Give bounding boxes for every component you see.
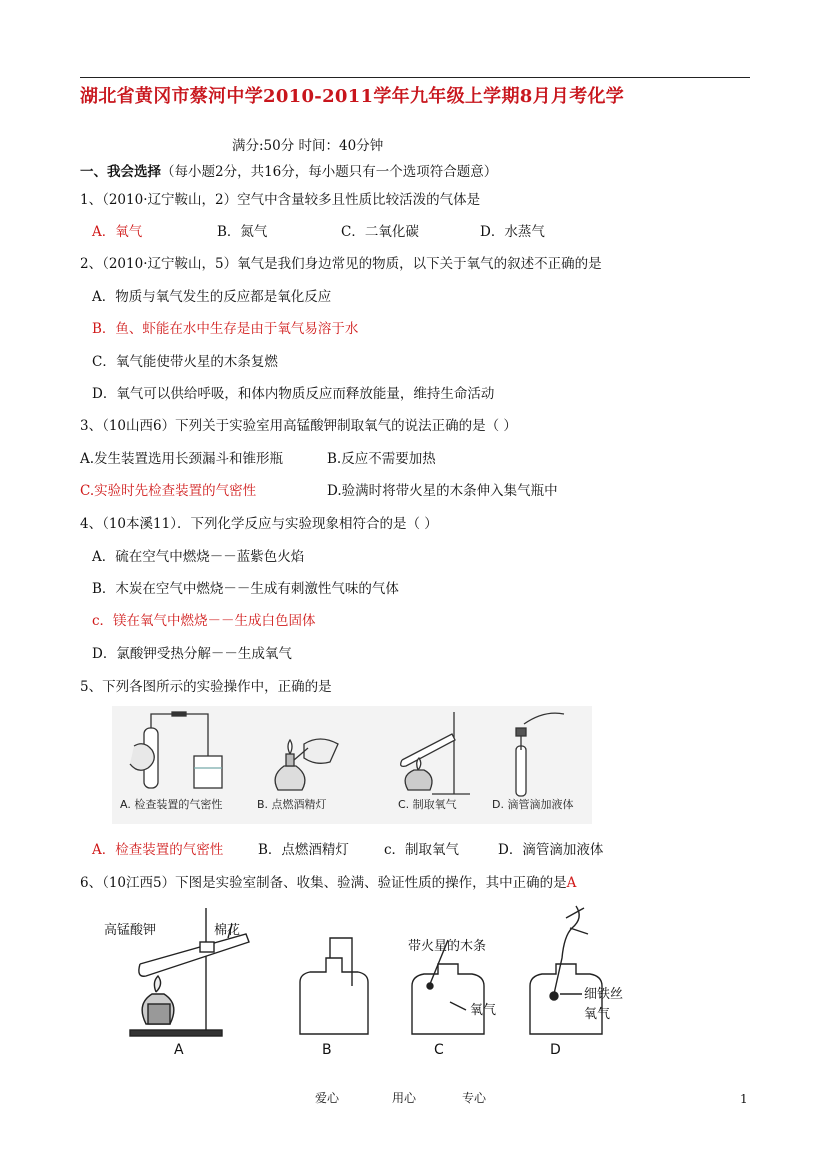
q4-option-b: B．木炭在空气中燃烧－－生成有刺激性气味的气体 — [92, 581, 399, 597]
fig6-c-test — [412, 940, 484, 1034]
q1-option-b: B．氮气 — [217, 224, 268, 240]
q3-option-a: A.发生装置选用长颈漏斗和锥形瓶 — [80, 451, 284, 467]
fig6-caption-b: B — [322, 1042, 332, 1058]
fig6-label-splint: 带火星的木条 — [408, 939, 487, 954]
q5-option-a: A．检查装置的气密性 — [92, 842, 224, 858]
q1-option-d: D．水蒸气 — [480, 224, 545, 240]
q2-option-a: A．物质与氧气发生的反应都是氧化反应 — [92, 289, 332, 305]
fig-cap-b: B. 点燃酒精灯 — [257, 798, 327, 811]
fig-cap-a: A. 检查装置的气密性 — [120, 798, 223, 811]
fig6-b-bottle — [300, 938, 368, 1034]
q2-option-c: C．氧气能使带火星的木条复燃 — [92, 354, 278, 370]
q4-stem: 4、（10本溪11）．下列化学反应与实验现象相符合的是（ ） — [80, 516, 438, 532]
q5-stem: 5、下列各图所示的实验操作中，正确的是 — [80, 679, 332, 695]
q1-stem: 1、（2010·辽宁鞍山，2）空气中含量较多且性质比较活泼的气体是 — [80, 192, 481, 208]
q5-figure — [112, 706, 592, 824]
fig-cap-d: D. 滴管滴加液体 — [492, 798, 574, 811]
q4-option-a: A．硫在空气中燃烧－－蓝紫色火焰 — [92, 549, 305, 565]
footer-left: 爱心 — [315, 1091, 340, 1105]
q2-option-b: B．鱼、虾能在水中生存是由于氧气易溶于水 — [92, 321, 359, 337]
q6-figure — [100, 898, 660, 1058]
section-heading — [80, 160, 497, 180]
fig6-label-cotton: 棉花 — [214, 923, 241, 938]
q1-option-a: A．氧气 — [92, 224, 143, 240]
score-time: 满分:50分 时间：40分钟 — [232, 138, 384, 154]
q6-stem — [80, 871, 576, 891]
fig6-label-iron-wire: 细铁丝 — [584, 987, 624, 1002]
section-note: （每小题2分，共16分，每小题只有一个选项符合题意） — [161, 164, 498, 180]
q3-option-d: D.验满时将带火星的木条伸入集气瓶中 — [327, 483, 558, 499]
page-number: 1 — [740, 1092, 748, 1106]
q4-option-d: D．氯酸钾受热分解－－生成氧气 — [92, 646, 292, 662]
q5-option-d: D．滴管滴加液体 — [498, 842, 604, 858]
q3-option-b: B.反应不需要加热 — [327, 451, 436, 467]
section-title: 一、我会选择 — [80, 164, 161, 180]
fig6-caption-d: D — [550, 1042, 561, 1058]
q5-option-c: c．制取氧气 — [384, 842, 460, 858]
q1-option-c: C．二氧化碳 — [341, 224, 419, 240]
footer-right: 专心 — [462, 1091, 487, 1105]
q5-option-b: B．点燃酒精灯 — [258, 842, 349, 858]
page-title: 湖北省黄冈市蔡河中学2010-2011学年九年级上学期8月月考化学 — [80, 86, 625, 107]
q6-stem-text: 6、（10江西5）下图是实验室制备、收集、验满、验证性质的操作，其中正确的是 — [80, 875, 567, 891]
fig6-caption-c: C — [434, 1042, 444, 1058]
fig6-label-oxygen-c: 氧气 — [470, 1003, 497, 1018]
fig6-label-oxygen-d: 氧气 — [584, 1007, 611, 1022]
q2-option-d: D．氧气可以供给呼吸，和体内物质反应而释放能量，维持生命活动 — [92, 386, 495, 402]
header-rule — [80, 77, 750, 78]
fig6-label-kmno4: 高锰酸钾 — [104, 923, 157, 938]
q3-stem: 3、（10山西6）下列关于实验室用高锰酸钾制取氧气的说法正确的是（ ） — [80, 418, 517, 434]
q2-stem: 2、（2010·辽宁鞍山，5）氧气是我们身边常见的物质，以下关于氧气的叙述不正确的是 — [80, 256, 602, 272]
q3-option-c: C.实验时先检查装置的气密性 — [80, 483, 257, 499]
footer-mid: 用心 — [392, 1091, 417, 1105]
q6-answer: A — [566, 875, 577, 891]
q4-option-c: c．镁在氧气中燃烧－－生成白色固体 — [92, 613, 316, 629]
fig6-caption-a: A — [174, 1042, 184, 1058]
fig-cap-c: C. 制取氧气 — [398, 798, 457, 811]
